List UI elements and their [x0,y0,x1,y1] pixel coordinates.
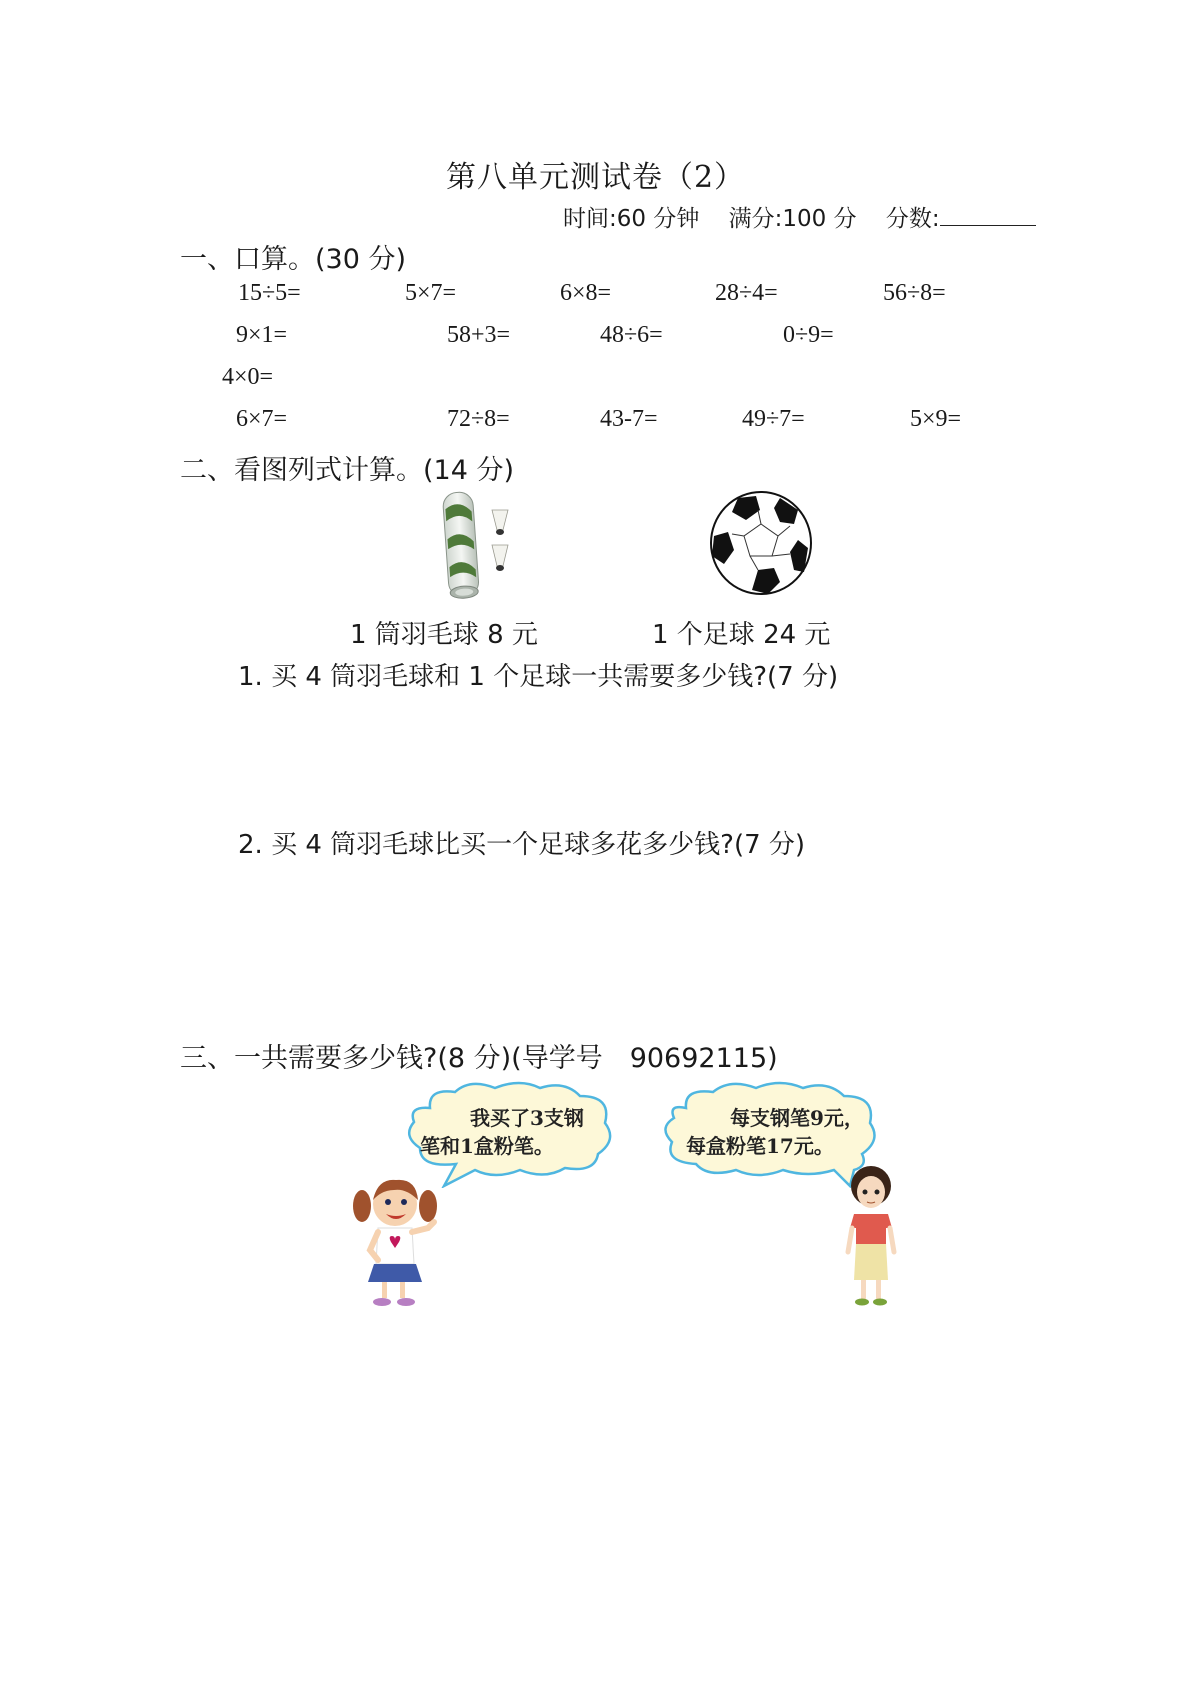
score-blank[interactable] [940,203,1036,226]
equation: 58+3= [447,322,511,348]
soccer-ball-icon [708,490,814,596]
question-2: 2. 买 4 筒羽毛球比买一个足球多花多少钱?(7 分) [238,830,806,860]
section1-heading: 一、口算。(30 分) [180,244,407,275]
section3-heading: 三、一共需要多少钱?(8 分)(导学号 90692115) [180,1043,778,1074]
badminton-price-caption: 1 筒羽毛球 8 元 [350,620,538,650]
full-score: 满分:100 分 [728,206,857,232]
woman-bubble-line-1: 每支钢笔9元， [730,1106,864,1130]
equation: 5×7= [405,280,457,306]
equation: 6×8= [560,280,612,306]
girl-bubble-line-2: 笔和1盒粉笔。 [420,1134,554,1158]
equation: 56÷8= [883,280,946,306]
equation: 48÷6= [600,322,663,348]
equation: 72÷8= [447,406,510,432]
badminton-tube-icon [440,488,520,603]
girl-illustration [348,1172,448,1312]
equation: 5×9= [910,406,962,432]
equation: 0÷9= [783,322,834,348]
equation: 43-7= [600,406,658,432]
equation: 6×7= [236,406,288,432]
equation: 49÷7= [742,406,805,432]
question-1: 1. 买 4 筒羽毛球和 1 个足球一共需要多少钱?(7 分) [238,662,839,692]
time-limit: 时间:60 分钟 [563,206,700,232]
equation: 9×1= [236,322,288,348]
answer-area-1[interactable] [238,700,1038,810]
page-title: 第八单元测试卷（2） [445,160,746,195]
equation: 15÷5= [238,280,301,306]
score-label: 分数: [885,206,940,232]
exam-meta [563,200,1036,233]
woman-illustration [836,1162,906,1312]
section2-heading: 二、看图列式计算。(14 分) [180,455,515,486]
woman-bubble-line-2: 每盒粉笔17元。 [686,1134,834,1158]
equation: 4×0= [222,364,274,390]
equation: 28÷4= [715,280,778,306]
girl-bubble-line-1: 我买了3支钢 [470,1106,584,1130]
answer-area-2[interactable] [238,870,1038,1020]
soccer-price-caption: 1 个足球 24 元 [652,620,831,650]
